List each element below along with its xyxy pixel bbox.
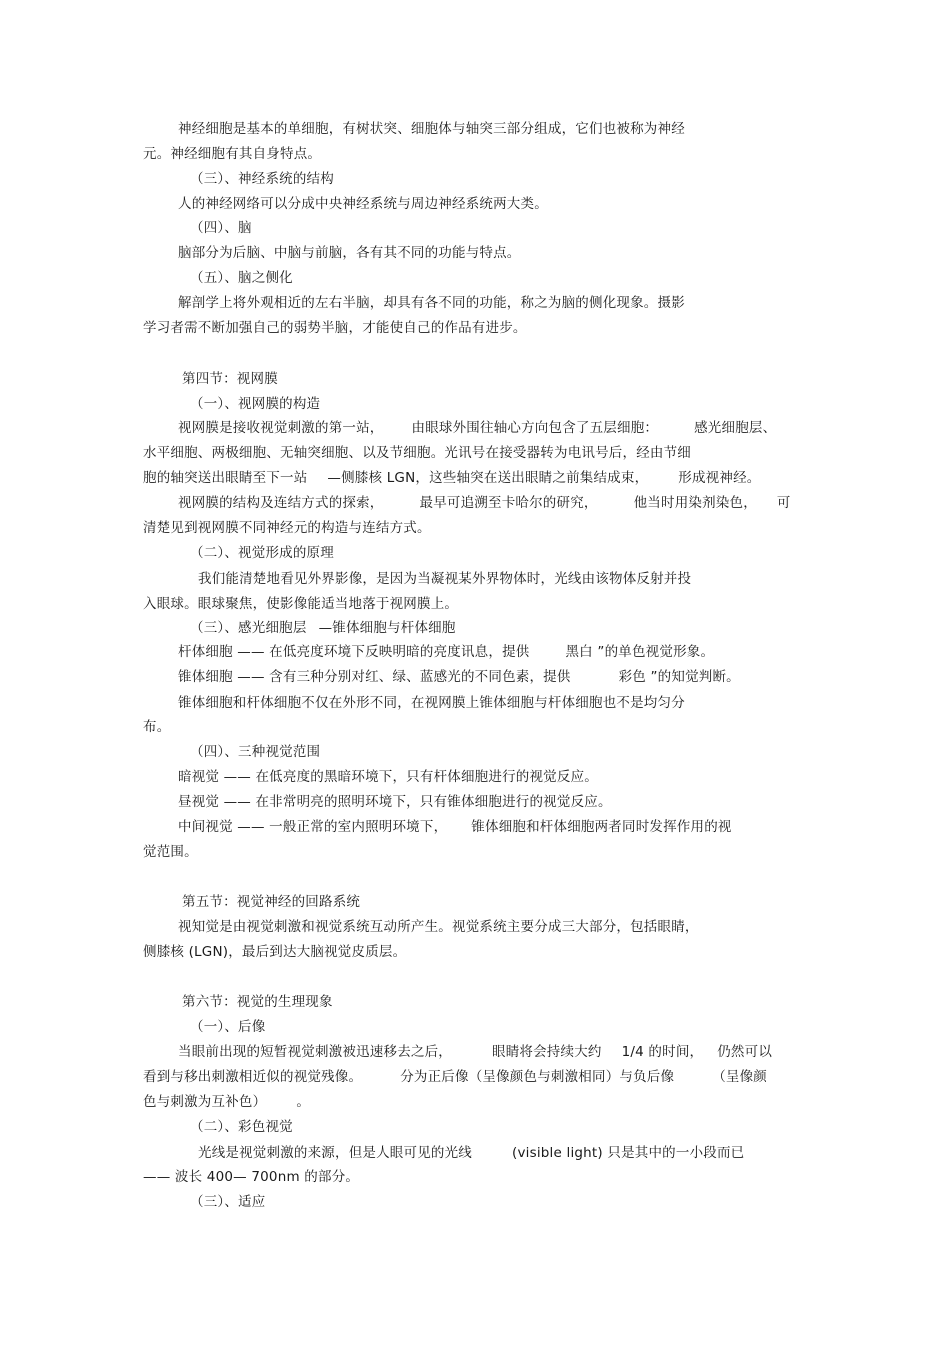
text-segment: 胞的轴突送出眼睛至下一站 bbox=[143, 470, 308, 486]
text-segment: 仍然可以 bbox=[717, 1044, 773, 1060]
text-segment: 锥体细胞 —— 含有三种分别对红、绿、蓝感光的不同色素，提供 bbox=[178, 669, 571, 685]
subsection-heading: （四）、脑 bbox=[190, 220, 252, 236]
text-segment: 当眼前出现的短暂视觉刺激被迅速移去之后， bbox=[178, 1044, 452, 1060]
paragraph-line bbox=[143, 1093, 310, 1111]
paragraph-line: 清楚见到视网膜不同神经元的构造与连结方式。 bbox=[143, 520, 431, 536]
paragraph-line bbox=[178, 668, 740, 686]
text-segment: 视网膜的结构及连结方式的探索， bbox=[178, 495, 384, 511]
paragraph-line: 解剖学上将外观相近的左右半脑，却具有各不同的功能，称之为脑的侧化现象。摄影 bbox=[178, 295, 685, 311]
paragraph-line bbox=[198, 1144, 744, 1162]
paragraph-line bbox=[178, 419, 776, 437]
text-segment: 。 bbox=[296, 1094, 311, 1110]
paragraph-line bbox=[178, 1043, 772, 1061]
subsection-heading: （二）、视觉形成的原理 bbox=[190, 545, 334, 561]
text-segment: (visible light) 只是其中的一小段而已 bbox=[512, 1145, 745, 1161]
paragraph-line: 脑部分为后脑、中脑与前脑，各有其不同的功能与特点。 bbox=[178, 245, 521, 261]
text-segment: 由眼球外围往轴心方向包含了五层细胞： bbox=[411, 420, 659, 436]
subsection-heading: （三）、神经系统的结构 bbox=[190, 171, 334, 187]
text-segment: （呈像颜 bbox=[712, 1069, 768, 1085]
section-heading: 第六节：视觉的生理现象 bbox=[182, 994, 333, 1010]
paragraph-line: 布。 bbox=[143, 719, 171, 735]
text-segment: 彩色 ”的知觉判断。 bbox=[618, 669, 740, 685]
text-segment: 看到与移出刺激相近似的视觉残像。 bbox=[143, 1069, 363, 1085]
subsection-heading: （一）、视网膜的构造 bbox=[190, 396, 321, 412]
paragraph-line: 人的神经网络可以分成中央神经系统与周边神经系统两大类。 bbox=[178, 196, 548, 212]
text-segment: 形成视神经。 bbox=[678, 470, 761, 486]
paragraph-line: 觉范围。 bbox=[143, 844, 198, 860]
paragraph-line: 视知觉是由视觉刺激和视觉系统互动所产生。视觉系统主要分成三大部分，包括眼睛， bbox=[178, 919, 699, 935]
section-heading: 第五节：视觉神经的回路系统 bbox=[182, 894, 361, 910]
paragraph-line: 侧膝核 (LGN)，最后到达大脑视觉皮质层。 bbox=[143, 944, 407, 960]
paragraph-line bbox=[143, 469, 760, 487]
paragraph-line: 我们能清楚地看见外界影像，是因为当凝视某外界物体时，光线由该物体反射并投 bbox=[198, 571, 692, 587]
paragraph-line bbox=[178, 494, 791, 512]
paragraph-line: 入眼球。眼球聚焦，使影像能适当地落于视网膜上。 bbox=[143, 596, 459, 612]
subsection-heading: （一）、后像 bbox=[190, 1019, 266, 1035]
subsection-heading bbox=[190, 619, 456, 637]
subsection-heading: （五）、脑之侧化 bbox=[190, 270, 293, 286]
paragraph-line bbox=[178, 643, 714, 661]
paragraph-line: 锥体细胞和杆体细胞不仅在外形不同，在视网膜上锥体细胞与杆体细胞也不是均匀分 bbox=[178, 695, 685, 711]
section-heading: 第四节：视网膜 bbox=[182, 371, 278, 387]
paragraph-line bbox=[143, 1068, 767, 1086]
paragraph-line: 暗视觉 —— 在低亮度的黑暗环境下，只有杆体细胞进行的视觉反应。 bbox=[178, 769, 598, 785]
text-segment: 色与刺激为互补色） bbox=[143, 1094, 267, 1110]
paragraph-line: 神经细胞是基本的单细胞，有树状突、细胞体与轴突三部分组成，它们也被称为神经 bbox=[178, 121, 685, 137]
paragraph-line: 昼视觉 —— 在非常明亮的照明环境下，只有锥体细胞进行的视觉反应。 bbox=[178, 794, 612, 810]
text-segment: 视网膜是接收视觉刺激的第一站， bbox=[178, 420, 384, 436]
text-segment: 中间视觉 —— 一般正常的室内照明环境下， bbox=[178, 819, 448, 835]
paragraph-line: —— 波长 400— 700nm 的部分。 bbox=[143, 1169, 360, 1185]
subsection-heading: （三）、适应 bbox=[190, 1194, 266, 1210]
text-segment: （三）、感光细胞层 bbox=[190, 620, 307, 636]
text-segment: 黑白 ”的单色视觉形象。 bbox=[565, 644, 715, 660]
text-segment: 可 bbox=[776, 495, 791, 511]
text-segment: 分为正后像（呈像颜色与刺激相同）与负后像 bbox=[400, 1069, 675, 1085]
paragraph-line: 水平细胞、两极细胞、无轴突细胞、以及节细胞。光讯号在接受器转为电讯号后，经由节细 bbox=[143, 445, 691, 461]
text-segment: 最早可追溯至卡哈尔的研究， bbox=[419, 495, 598, 511]
text-segment: 眼睛将会持续大约 bbox=[492, 1044, 602, 1060]
text-segment: 杆体细胞 —— 在低亮度环境下反映明暗的亮度讯息，提供 bbox=[178, 644, 530, 660]
text-segment: 锥体细胞和杆体细胞两者同时发挥作用的视 bbox=[471, 819, 732, 835]
text-segment: —侧膝核 LGN，这些轴突在送出眼睛之前集结成束， bbox=[327, 470, 649, 486]
text-segment: 感光细胞层、 bbox=[694, 420, 777, 436]
paragraph-line bbox=[178, 818, 732, 836]
subsection-heading: （四）、三种视觉范围 bbox=[190, 744, 321, 760]
text-segment: —锥体细胞与杆体细胞 bbox=[318, 620, 456, 636]
subsection-heading: （二）、彩色视觉 bbox=[190, 1119, 293, 1135]
paragraph-line: 元。神经细胞有其自身特点。 bbox=[143, 146, 322, 162]
text-segment: 他当时用染剂染色， bbox=[633, 495, 757, 511]
text-segment: 光线是视觉刺激的来源，但是人眼可见的光线 bbox=[198, 1145, 472, 1161]
paragraph-line: 学习者需不断加强自己的弱势半脑，才能使自己的作品有进步。 bbox=[143, 320, 527, 336]
text-segment: 1/4 的时间， bbox=[621, 1044, 704, 1060]
